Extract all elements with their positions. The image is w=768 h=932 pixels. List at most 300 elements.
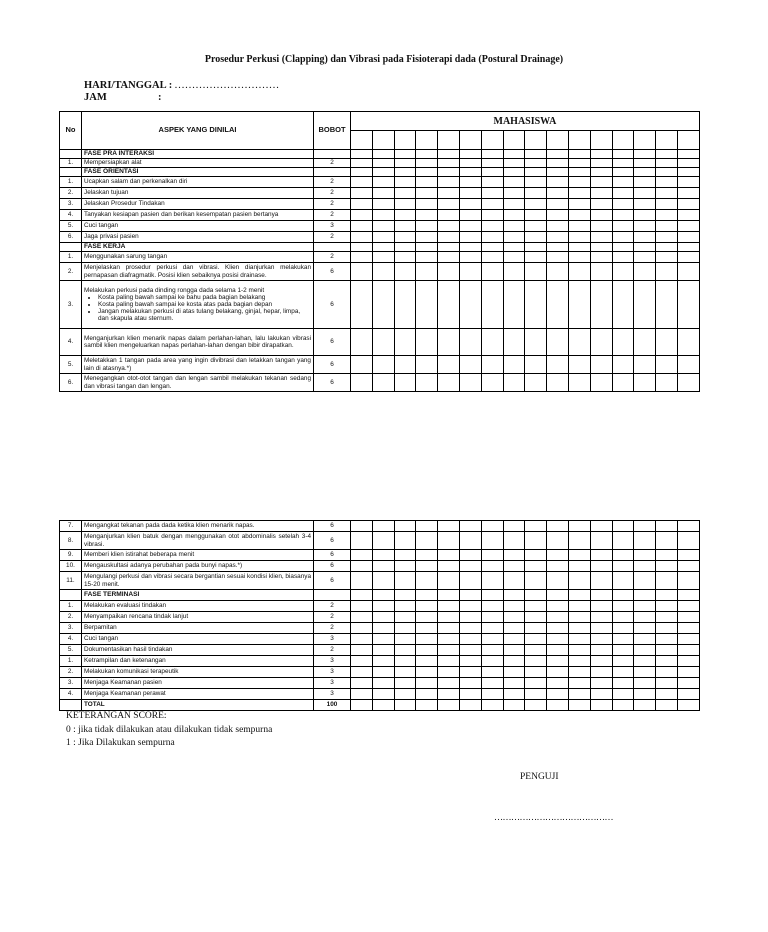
score-cell[interactable] <box>372 645 394 656</box>
score-cell[interactable] <box>656 168 678 177</box>
score-cell[interactable] <box>351 645 373 656</box>
score-cell[interactable] <box>612 188 634 199</box>
score-cell[interactable] <box>612 601 634 612</box>
score-cell[interactable] <box>568 689 590 700</box>
score-cell[interactable] <box>503 243 525 252</box>
score-cell[interactable] <box>525 243 547 252</box>
score-cell[interactable] <box>416 572 438 590</box>
score-cell[interactable] <box>547 634 569 645</box>
score-cell[interactable] <box>481 561 503 572</box>
score-cell[interactable] <box>612 678 634 689</box>
score-cell[interactable] <box>590 656 612 667</box>
score-cell[interactable] <box>656 532 678 550</box>
score-cell[interactable] <box>481 656 503 667</box>
score-cell[interactable] <box>656 667 678 678</box>
score-cell[interactable] <box>568 572 590 590</box>
score-cell[interactable] <box>612 612 634 623</box>
score-cell[interactable] <box>568 252 590 263</box>
score-cell[interactable] <box>372 232 394 243</box>
score-cell[interactable] <box>568 623 590 634</box>
score-cell[interactable] <box>351 168 373 177</box>
score-cell[interactable] <box>438 623 460 634</box>
score-cell[interactable] <box>677 572 699 590</box>
score-cell[interactable] <box>634 150 656 159</box>
score-cell[interactable] <box>612 168 634 177</box>
score-cell[interactable] <box>481 281 503 329</box>
score-cell[interactable] <box>547 561 569 572</box>
score-cell[interactable] <box>351 612 373 623</box>
score-cell[interactable] <box>590 645 612 656</box>
score-cell[interactable] <box>459 281 481 329</box>
score-cell[interactable] <box>416 374 438 392</box>
score-cell[interactable] <box>438 243 460 252</box>
score-cell[interactable] <box>351 232 373 243</box>
score-cell[interactable] <box>677 521 699 532</box>
score-cell[interactable] <box>481 221 503 232</box>
score-cell[interactable] <box>394 263 416 281</box>
score-cell[interactable] <box>547 700 569 711</box>
score-cell[interactable] <box>612 623 634 634</box>
score-cell[interactable] <box>568 199 590 210</box>
score-cell[interactable] <box>612 590 634 601</box>
score-cell[interactable] <box>634 243 656 252</box>
score-cell[interactable] <box>568 210 590 221</box>
score-cell[interactable] <box>590 210 612 221</box>
score-cell[interactable] <box>547 623 569 634</box>
score-cell[interactable] <box>568 177 590 188</box>
score-cell[interactable] <box>568 561 590 572</box>
score-cell[interactable] <box>634 199 656 210</box>
score-cell[interactable] <box>372 221 394 232</box>
score-cell[interactable] <box>677 561 699 572</box>
score-cell[interactable] <box>634 521 656 532</box>
score-cell[interactable] <box>394 159 416 168</box>
score-cell[interactable] <box>677 374 699 392</box>
score-cell[interactable] <box>656 550 678 561</box>
score-cell[interactable] <box>590 601 612 612</box>
score-cell[interactable] <box>590 199 612 210</box>
score-cell[interactable] <box>351 689 373 700</box>
score-cell[interactable] <box>351 656 373 667</box>
score-cell[interactable] <box>394 601 416 612</box>
score-cell[interactable] <box>547 263 569 281</box>
score-cell[interactable] <box>394 252 416 263</box>
score-cell[interactable] <box>351 159 373 168</box>
score-cell[interactable] <box>525 521 547 532</box>
score-cell[interactable] <box>459 601 481 612</box>
score-cell[interactable] <box>416 210 438 221</box>
score-cell[interactable] <box>677 150 699 159</box>
score-cell[interactable] <box>634 561 656 572</box>
score-cell[interactable] <box>438 689 460 700</box>
score-cell[interactable] <box>394 667 416 678</box>
score-cell[interactable] <box>438 252 460 263</box>
score-cell[interactable] <box>481 550 503 561</box>
score-cell[interactable] <box>372 243 394 252</box>
score-cell[interactable] <box>416 689 438 700</box>
score-cell[interactable] <box>503 645 525 656</box>
score-cell[interactable] <box>503 634 525 645</box>
score-cell[interactable] <box>677 550 699 561</box>
score-cell[interactable] <box>677 634 699 645</box>
score-cell[interactable] <box>677 532 699 550</box>
score-cell[interactable] <box>438 168 460 177</box>
score-cell[interactable] <box>503 374 525 392</box>
score-cell[interactable] <box>568 634 590 645</box>
score-cell[interactable] <box>372 572 394 590</box>
score-cell[interactable] <box>590 561 612 572</box>
score-cell[interactable] <box>612 210 634 221</box>
score-cell[interactable] <box>459 689 481 700</box>
score-cell[interactable] <box>438 374 460 392</box>
score-cell[interactable] <box>525 374 547 392</box>
score-cell[interactable] <box>351 521 373 532</box>
score-cell[interactable] <box>503 159 525 168</box>
score-cell[interactable] <box>394 210 416 221</box>
score-cell[interactable] <box>481 521 503 532</box>
score-cell[interactable] <box>525 590 547 601</box>
score-cell[interactable] <box>525 667 547 678</box>
score-cell[interactable] <box>438 634 460 645</box>
score-cell[interactable] <box>481 667 503 678</box>
score-cell[interactable] <box>459 612 481 623</box>
score-cell[interactable] <box>372 656 394 667</box>
score-cell[interactable] <box>656 177 678 188</box>
score-cell[interactable] <box>394 374 416 392</box>
score-cell[interactable] <box>634 572 656 590</box>
score-cell[interactable] <box>351 263 373 281</box>
score-cell[interactable] <box>634 634 656 645</box>
score-cell[interactable] <box>459 177 481 188</box>
score-cell[interactable] <box>416 532 438 550</box>
score-cell[interactable] <box>656 252 678 263</box>
score-cell[interactable] <box>525 623 547 634</box>
score-cell[interactable] <box>590 243 612 252</box>
score-cell[interactable] <box>547 678 569 689</box>
score-cell[interactable] <box>351 601 373 612</box>
score-cell[interactable] <box>525 252 547 263</box>
score-cell[interactable] <box>634 612 656 623</box>
score-cell[interactable] <box>459 645 481 656</box>
score-cell[interactable] <box>459 561 481 572</box>
score-cell[interactable] <box>547 281 569 329</box>
score-cell[interactable] <box>634 700 656 711</box>
score-cell[interactable] <box>481 700 503 711</box>
score-cell[interactable] <box>372 374 394 392</box>
score-cell[interactable] <box>416 678 438 689</box>
score-cell[interactable] <box>568 281 590 329</box>
score-cell[interactable] <box>525 263 547 281</box>
score-cell[interactable] <box>394 678 416 689</box>
score-cell[interactable] <box>634 678 656 689</box>
score-cell[interactable] <box>525 329 547 356</box>
score-cell[interactable] <box>481 623 503 634</box>
score-cell[interactable] <box>416 168 438 177</box>
score-cell[interactable] <box>656 678 678 689</box>
score-cell[interactable] <box>438 700 460 711</box>
score-cell[interactable] <box>634 623 656 634</box>
score-cell[interactable] <box>547 252 569 263</box>
score-cell[interactable] <box>351 678 373 689</box>
score-cell[interactable] <box>416 243 438 252</box>
score-cell[interactable] <box>351 634 373 645</box>
score-cell[interactable] <box>459 590 481 601</box>
score-cell[interactable] <box>481 177 503 188</box>
score-cell[interactable] <box>372 281 394 329</box>
score-cell[interactable] <box>612 243 634 252</box>
score-cell[interactable] <box>459 532 481 550</box>
score-cell[interactable] <box>416 281 438 329</box>
score-cell[interactable] <box>547 199 569 210</box>
score-cell[interactable] <box>372 356 394 374</box>
score-cell[interactable] <box>459 667 481 678</box>
score-cell[interactable] <box>438 561 460 572</box>
score-cell[interactable] <box>525 188 547 199</box>
score-cell[interactable] <box>394 689 416 700</box>
score-cell[interactable] <box>634 221 656 232</box>
score-cell[interactable] <box>677 210 699 221</box>
score-cell[interactable] <box>503 689 525 700</box>
score-cell[interactable] <box>677 199 699 210</box>
score-cell[interactable] <box>612 572 634 590</box>
score-cell[interactable] <box>634 168 656 177</box>
score-cell[interactable] <box>547 656 569 667</box>
score-cell[interactable] <box>481 601 503 612</box>
score-cell[interactable] <box>503 612 525 623</box>
score-cell[interactable] <box>394 532 416 550</box>
score-cell[interactable] <box>372 689 394 700</box>
score-cell[interactable] <box>634 667 656 678</box>
score-cell[interactable] <box>568 667 590 678</box>
score-cell[interactable] <box>481 572 503 590</box>
score-cell[interactable] <box>438 550 460 561</box>
score-cell[interactable] <box>416 550 438 561</box>
score-cell[interactable] <box>525 601 547 612</box>
score-cell[interactable] <box>547 210 569 221</box>
score-cell[interactable] <box>503 263 525 281</box>
score-cell[interactable] <box>634 550 656 561</box>
score-cell[interactable] <box>438 188 460 199</box>
score-cell[interactable] <box>481 159 503 168</box>
score-cell[interactable] <box>372 612 394 623</box>
score-cell[interactable] <box>351 329 373 356</box>
score-cell[interactable] <box>677 281 699 329</box>
score-cell[interactable] <box>634 532 656 550</box>
score-cell[interactable] <box>503 550 525 561</box>
score-cell[interactable] <box>459 678 481 689</box>
score-cell[interactable] <box>590 177 612 188</box>
score-cell[interactable] <box>438 329 460 356</box>
score-cell[interactable] <box>656 199 678 210</box>
score-cell[interactable] <box>351 177 373 188</box>
score-cell[interactable] <box>394 590 416 601</box>
score-cell[interactable] <box>438 678 460 689</box>
score-cell[interactable] <box>547 521 569 532</box>
score-cell[interactable] <box>351 700 373 711</box>
score-cell[interactable] <box>525 561 547 572</box>
score-cell[interactable] <box>656 572 678 590</box>
score-cell[interactable] <box>351 561 373 572</box>
score-cell[interactable] <box>634 329 656 356</box>
score-cell[interactable] <box>568 243 590 252</box>
score-cell[interactable] <box>525 532 547 550</box>
score-cell[interactable] <box>481 645 503 656</box>
score-cell[interactable] <box>394 177 416 188</box>
score-cell[interactable] <box>568 356 590 374</box>
score-cell[interactable] <box>525 177 547 188</box>
score-cell[interactable] <box>481 252 503 263</box>
score-cell[interactable] <box>503 700 525 711</box>
score-cell[interactable] <box>525 159 547 168</box>
score-cell[interactable] <box>677 188 699 199</box>
score-cell[interactable] <box>590 700 612 711</box>
score-cell[interactable] <box>394 612 416 623</box>
score-cell[interactable] <box>634 601 656 612</box>
score-cell[interactable] <box>547 590 569 601</box>
score-cell[interactable] <box>394 572 416 590</box>
score-cell[interactable] <box>612 645 634 656</box>
score-cell[interactable] <box>612 356 634 374</box>
score-cell[interactable] <box>481 590 503 601</box>
score-cell[interactable] <box>438 572 460 590</box>
score-cell[interactable] <box>547 667 569 678</box>
score-cell[interactable] <box>525 199 547 210</box>
score-cell[interactable] <box>372 634 394 645</box>
score-cell[interactable] <box>568 550 590 561</box>
score-cell[interactable] <box>459 329 481 356</box>
score-cell[interactable] <box>351 374 373 392</box>
score-cell[interactable] <box>481 188 503 199</box>
score-cell[interactable] <box>394 281 416 329</box>
score-cell[interactable] <box>634 188 656 199</box>
score-cell[interactable] <box>568 329 590 356</box>
score-cell[interactable] <box>677 667 699 678</box>
score-cell[interactable] <box>568 159 590 168</box>
score-cell[interactable] <box>372 263 394 281</box>
score-cell[interactable] <box>394 521 416 532</box>
score-cell[interactable] <box>503 572 525 590</box>
score-cell[interactable] <box>656 329 678 356</box>
score-cell[interactable] <box>372 678 394 689</box>
score-cell[interactable] <box>612 656 634 667</box>
score-cell[interactable] <box>568 168 590 177</box>
score-cell[interactable] <box>416 188 438 199</box>
score-cell[interactable] <box>590 329 612 356</box>
score-cell[interactable] <box>525 168 547 177</box>
score-cell[interactable] <box>481 329 503 356</box>
score-cell[interactable] <box>416 150 438 159</box>
score-cell[interactable] <box>656 561 678 572</box>
score-cell[interactable] <box>525 678 547 689</box>
score-cell[interactable] <box>459 168 481 177</box>
score-cell[interactable] <box>634 374 656 392</box>
score-cell[interactable] <box>677 232 699 243</box>
score-cell[interactable] <box>612 521 634 532</box>
score-cell[interactable] <box>416 590 438 601</box>
score-cell[interactable] <box>634 159 656 168</box>
score-cell[interactable] <box>525 281 547 329</box>
score-cell[interactable] <box>677 159 699 168</box>
score-cell[interactable] <box>416 232 438 243</box>
score-cell[interactable] <box>634 689 656 700</box>
score-cell[interactable] <box>677 356 699 374</box>
score-cell[interactable] <box>590 689 612 700</box>
score-cell[interactable] <box>590 374 612 392</box>
score-cell[interactable] <box>459 263 481 281</box>
score-cell[interactable] <box>547 188 569 199</box>
score-cell[interactable] <box>372 188 394 199</box>
score-cell[interactable] <box>351 550 373 561</box>
score-cell[interactable] <box>656 590 678 601</box>
score-cell[interactable] <box>459 356 481 374</box>
score-cell[interactable] <box>547 689 569 700</box>
score-cell[interactable] <box>656 612 678 623</box>
score-cell[interactable] <box>656 689 678 700</box>
score-cell[interactable] <box>612 700 634 711</box>
score-cell[interactable] <box>525 645 547 656</box>
score-cell[interactable] <box>656 188 678 199</box>
score-cell[interactable] <box>612 252 634 263</box>
score-cell[interactable] <box>416 356 438 374</box>
score-cell[interactable] <box>568 150 590 159</box>
score-cell[interactable] <box>590 263 612 281</box>
score-cell[interactable] <box>525 356 547 374</box>
score-cell[interactable] <box>481 374 503 392</box>
score-cell[interactable] <box>372 623 394 634</box>
score-cell[interactable] <box>656 232 678 243</box>
score-cell[interactable] <box>481 612 503 623</box>
score-cell[interactable] <box>503 168 525 177</box>
score-cell[interactable] <box>438 521 460 532</box>
score-cell[interactable] <box>634 590 656 601</box>
score-cell[interactable] <box>503 521 525 532</box>
score-cell[interactable] <box>481 199 503 210</box>
score-cell[interactable] <box>525 150 547 159</box>
score-cell[interactable] <box>547 150 569 159</box>
score-cell[interactable] <box>590 667 612 678</box>
score-cell[interactable] <box>503 590 525 601</box>
score-cell[interactable] <box>438 210 460 221</box>
score-cell[interactable] <box>438 199 460 210</box>
score-cell[interactable] <box>634 645 656 656</box>
score-cell[interactable] <box>372 550 394 561</box>
score-cell[interactable] <box>525 700 547 711</box>
score-cell[interactable] <box>547 550 569 561</box>
score-cell[interactable] <box>394 199 416 210</box>
score-cell[interactable] <box>525 221 547 232</box>
score-cell[interactable] <box>634 210 656 221</box>
score-cell[interactable] <box>416 252 438 263</box>
score-cell[interactable] <box>416 199 438 210</box>
score-cell[interactable] <box>503 188 525 199</box>
score-cell[interactable] <box>656 645 678 656</box>
score-cell[interactable] <box>634 281 656 329</box>
score-cell[interactable] <box>503 221 525 232</box>
score-cell[interactable] <box>416 561 438 572</box>
score-cell[interactable] <box>459 623 481 634</box>
score-cell[interactable] <box>459 159 481 168</box>
score-cell[interactable] <box>656 263 678 281</box>
score-cell[interactable] <box>416 656 438 667</box>
score-cell[interactable] <box>525 689 547 700</box>
score-cell[interactable] <box>568 221 590 232</box>
score-cell[interactable] <box>351 252 373 263</box>
score-cell[interactable] <box>677 221 699 232</box>
score-cell[interactable] <box>634 177 656 188</box>
score-cell[interactable] <box>590 623 612 634</box>
score-cell[interactable] <box>590 188 612 199</box>
score-cell[interactable] <box>438 263 460 281</box>
